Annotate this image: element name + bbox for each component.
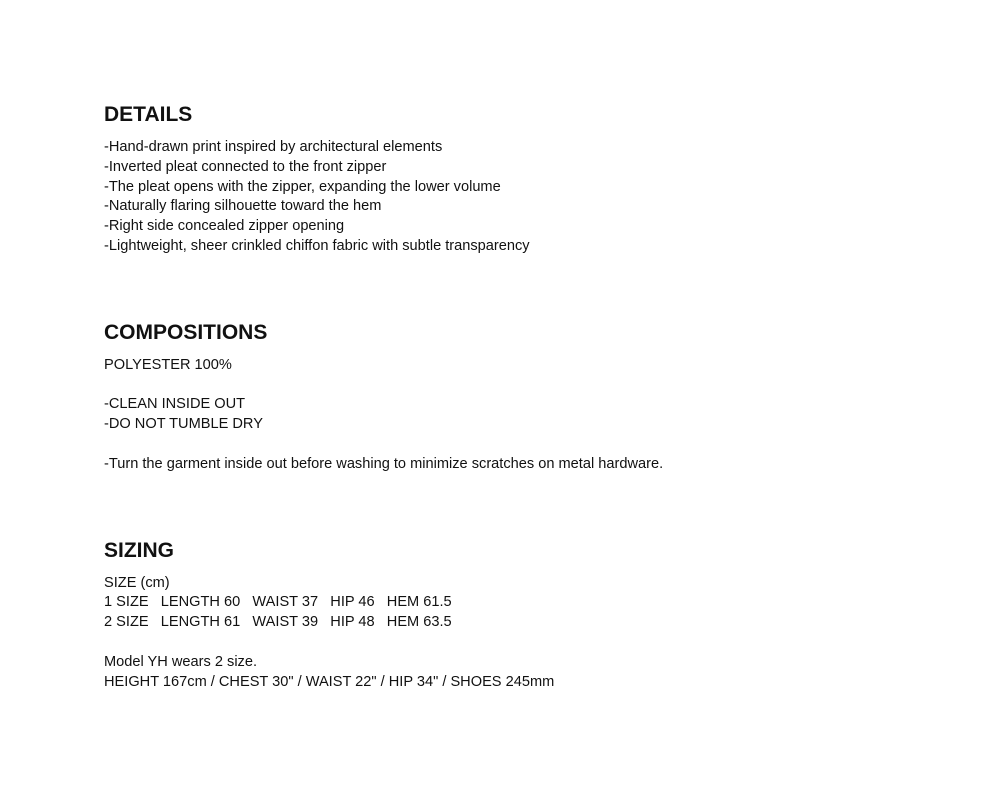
spacer: [104, 435, 964, 455]
product-info: [104, 100, 964, 692]
details-item: -Lightweight, sheer crinkled chiffon fabric with subtle transparency: [104, 237, 530, 254]
details-section: [104, 100, 964, 257]
size-unit-label: SIZE (cm): [104, 574, 170, 591]
compositions-section: [104, 318, 964, 475]
section-gap: [104, 475, 964, 536]
sizing-section: [104, 536, 964, 693]
size-row: 2 SIZE LENGTH 61 WAIST 39 HIP 48 HEM 63.5: [104, 614, 452, 631]
size-row: 1 SIZE LENGTH 60 WAIST 37 HIP 46 HEM 61.5: [104, 594, 452, 611]
material-text: POLYESTER 100%: [104, 356, 232, 373]
model-measurements: HEIGHT 167cm / CHEST 30" / WAIST 22" / HIP 34" / SHOES 245mm: [104, 673, 555, 690]
spacer: [104, 633, 964, 653]
details-item: -Naturally flaring silhouette toward the hem: [104, 198, 382, 215]
sizing-heading: SIZING: [104, 538, 175, 562]
details-item: -Hand-drawn print inspired by architectural elements: [104, 139, 443, 155]
care-instruction: -DO NOT TUMBLE DRY: [104, 416, 263, 433]
details-item: -The pleat opens with the zipper, expanding the lower volume: [104, 178, 501, 195]
spacer: [104, 376, 964, 396]
care-instruction: -CLEAN INSIDE OUT: [104, 396, 246, 413]
care-note: -Turn the garment inside out before washing to minimize scratches on metal hardware.: [104, 455, 664, 472]
section-gap: [104, 257, 964, 318]
model-size-text: Model YH wears 2 size.: [104, 653, 258, 670]
compositions-heading: COMPOSITIONS: [104, 320, 268, 344]
details-heading: DETAILS: [104, 103, 193, 126]
details-item: -Inverted pleat connected to the front zipper: [104, 158, 387, 175]
details-item: -Right side concealed zipper opening: [104, 218, 345, 235]
details-list: [104, 138, 964, 257]
